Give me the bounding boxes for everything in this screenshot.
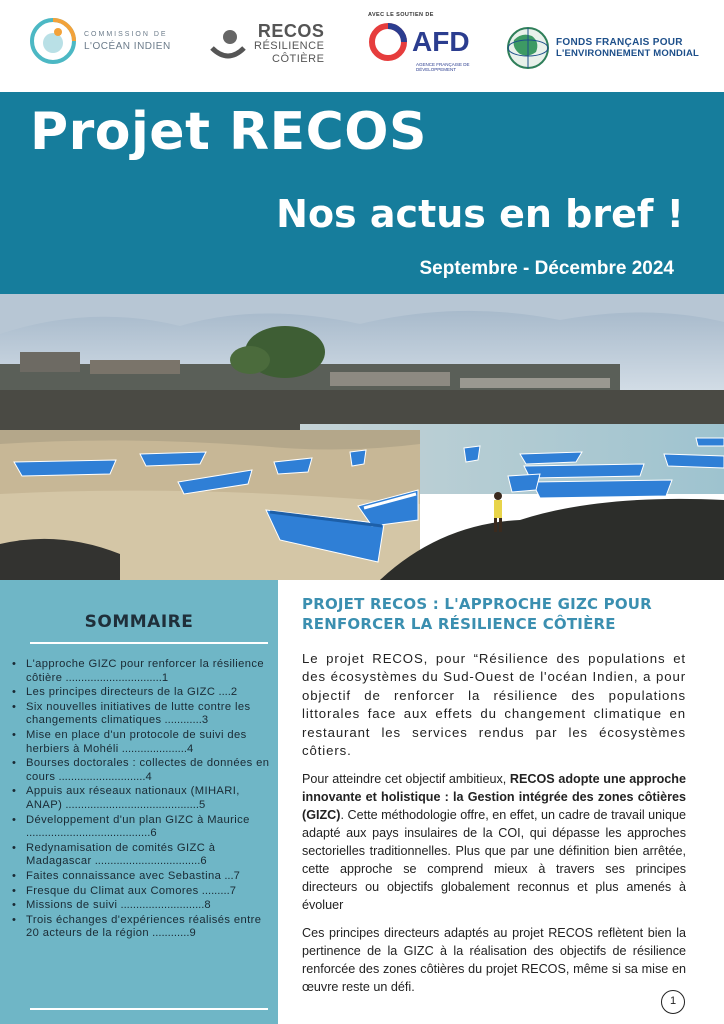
toc-item[interactable] (10, 785, 274, 812)
toc-item-page: 9 (189, 927, 196, 940)
toc-item-page: 8 (204, 899, 211, 912)
toc-item-leader: ........................................... (65, 798, 199, 811)
toc-item-page: 4 (187, 742, 194, 755)
table-of-contents (0, 580, 278, 1024)
toc-item[interactable] (10, 701, 274, 728)
ffem-globe-icon (506, 26, 550, 70)
toc-item-leader: ......... (201, 884, 230, 897)
recos-logo-line1: RECOS (257, 21, 325, 41)
toc-item[interactable] (10, 757, 274, 784)
bullet-icon: • (12, 757, 16, 770)
bullet-icon: • (12, 813, 16, 826)
coi-logo-line2: L'OCÉAN INDIEN (84, 41, 171, 52)
toc-item-label: L'approche GIZC pour renforcer la résilience côtière (26, 658, 264, 684)
toc-item-label: Mise en place d'un protocole de suivi des herbiers à Mohéli (26, 728, 247, 755)
toc-item-page: 6 (150, 827, 157, 840)
logo-bar (0, 0, 724, 92)
toc-item-page: 1 (161, 671, 169, 684)
bullet-icon: • (12, 686, 16, 699)
toc-item-page: 3 (201, 714, 209, 727)
bullet-icon: • (12, 658, 16, 670)
afd-logo-name: AFD (412, 26, 470, 57)
toc-item-leader: ... (224, 869, 234, 882)
toc-item-leader: ............ (152, 927, 190, 940)
recos-logo-line3: CÔTIÈRE (272, 53, 325, 65)
article-paragraph-2 (302, 770, 686, 914)
article-paragraph-2-intro: Pour atteindre cet objectif ambitieux, (302, 772, 510, 787)
article-paragraph-2-rest: . Cette méthodologie offre, en effet, un cadre de travail unique adapté aux pays insulaires de la COI, qui dépasse les approches sectorielles traditionnelles. Plus que par une définition bien arrêtée, cette approche se comprend mieux à travers ses principes directeurs ou objectifs globalement reconnus et plus amenés à évoluer (302, 808, 686, 913)
page-number: 1 (661, 990, 685, 1014)
toc-item-page: 4 (145, 770, 152, 783)
page-subtitle: Nos actus en bref ! (276, 192, 684, 236)
toc-item-page: 5 (198, 798, 206, 811)
coi-logo-line1: COMMISSION DE (84, 31, 168, 38)
toc-item[interactable] (10, 870, 274, 884)
toc-item[interactable] (10, 729, 274, 756)
toc-item-leader: .... (218, 686, 231, 699)
toc-item-page: 7 (229, 884, 236, 897)
toc-item[interactable] (10, 658, 274, 685)
afd-ring-icon (368, 22, 408, 62)
toc-item[interactable] (10, 899, 274, 913)
toc-item-label: Trois échanges d'expériences réalisés entre 20 acteurs de la région (26, 913, 262, 940)
toc-item-label: Développement d'un plan GIZC à Maurice (26, 813, 250, 826)
afd-logo-prefix: AVEC LE SOUTIEN DE (368, 12, 434, 18)
toc-item-label: Missions de suivi (26, 899, 118, 912)
title-banner (0, 92, 724, 294)
toc-item[interactable] (10, 885, 274, 899)
bullet-icon: • (12, 884, 16, 897)
toc-item-label: Les principes directeurs de la GIZC (26, 686, 216, 699)
toc-item-label: Fresque du Climat aux Comores (26, 884, 199, 897)
toc-item-leader: ............................... (65, 671, 162, 684)
coastal-photo (0, 294, 724, 580)
bullet-icon: • (12, 869, 16, 882)
article-paragraph-3: Ces principes directeurs adaptés au projet RECOS reflètent bien la pertinence de la GIZC à la réalisation des objectifs de résilience renforcée des zones côtières du projet RECOS, même si sa mise en œuvre reste un défi. (302, 926, 686, 995)
toc-item-leader: ............................ (58, 770, 146, 783)
toc-item-label: Bourses doctorales : collectes de données en cours (26, 757, 270, 783)
ffem-logo (506, 26, 699, 70)
toc-item-leader: ............ (164, 714, 202, 727)
toc-divider-bottom (30, 1008, 268, 1010)
toc-item-leader: ..................... (121, 742, 188, 755)
toc-item-leader: ........................... (120, 899, 205, 912)
ffem-logo-line2: L'ENVIRONNEMENT MONDIAL (556, 48, 700, 59)
page-title: Projet RECOS (30, 102, 427, 162)
article (302, 594, 686, 996)
afd-logo (368, 12, 476, 72)
toc-item-leader: .................................. (94, 855, 201, 868)
toc-item[interactable] (10, 914, 274, 941)
bullet-icon: • (12, 841, 16, 854)
toc-item-page: 2 (230, 686, 238, 699)
toc-item-page: 6 (200, 855, 207, 868)
toc-item-label: Redynamisation de comités GIZC à Madagascar (26, 841, 216, 868)
toc-item-page: 7 (233, 869, 240, 882)
toc-heading: SOMMAIRE (84, 612, 194, 632)
coi-logo-mark-icon (30, 18, 76, 64)
bullet-icon: • (12, 899, 16, 912)
article-heading: PROJET RECOS : L'APPROCHE GIZC POUR RENFORCER LA RÉSILIENCE CÔTIÈRE (302, 595, 652, 633)
afd-logo-sub: AGENCE FRANÇAISE DE DÉVELOPPEMENT (416, 62, 470, 72)
bullet-icon: • (12, 700, 16, 713)
ffem-logo-line1: FONDS FRANÇAIS POUR (556, 37, 683, 48)
bullet-icon: • (12, 785, 16, 798)
bullet-icon: • (12, 728, 16, 741)
toc-item-label: Faites connaissance avec Sebastina (26, 869, 222, 882)
recos-logo-mark-icon (208, 24, 248, 64)
toc-item[interactable] (10, 686, 274, 700)
toc-list (10, 658, 274, 942)
coi-logo (30, 18, 171, 64)
toc-item-label: Six nouvelles initiatives de lutte contre les changements climatiques (26, 700, 251, 727)
recos-logo-line2: RÉSILIENCE (254, 40, 325, 52)
period-label: Septembre - Décembre 2024 (419, 258, 674, 279)
toc-item-leader: ........................................ (26, 827, 151, 840)
recos-logo (208, 22, 324, 66)
article-paragraph-1: Le projet RECOS, pour “Résilience des populations et des écosystèmes du Sud-Ouest de l'océan Indien, a pour objectif de renforcer la résilience des populations littorales face aux effets du changement climatique en restaurant les services rendus par les écosystèmes côtiers. (302, 651, 686, 759)
bullet-icon: • (12, 913, 16, 926)
toc-item[interactable] (10, 814, 274, 841)
toc-divider-top (30, 642, 268, 644)
toc-item-label: Appuis aux réseaux nationaux (MIHARI, ANAP) (26, 785, 240, 811)
toc-item[interactable] (10, 842, 274, 869)
article-paragraph-2-bold: RECOS adopte une approche innovante et holistique : la Gestion intégrée des zones côtières (GIZC) (302, 772, 686, 823)
